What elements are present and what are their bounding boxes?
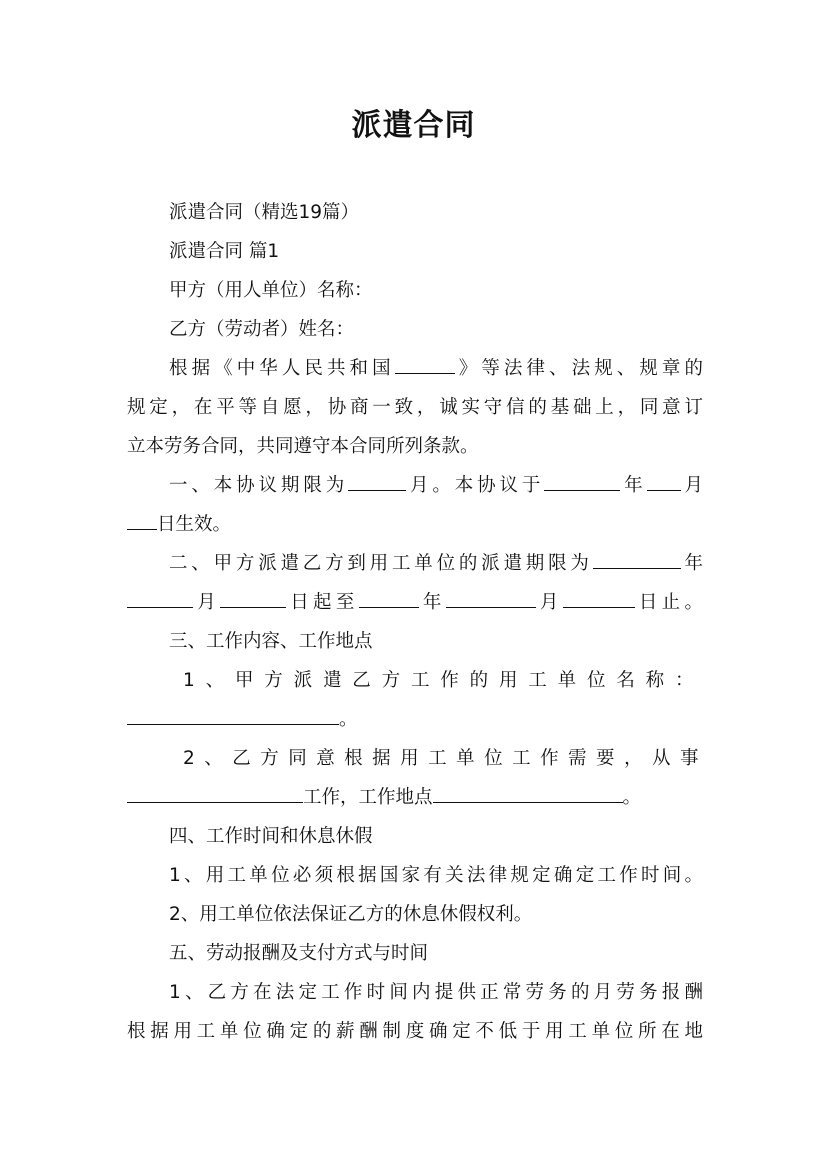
clause4-heading: 四、工作时间和休息休假 [169, 826, 373, 847]
dispatch-start-month-blank[interactable] [127, 583, 193, 608]
document-title: 派遣合同 [351, 108, 476, 143]
dispatch-end-year-blank[interactable] [359, 583, 419, 608]
party-a-line: 甲方（用人单位）名称： [169, 280, 373, 301]
dispatch-end-month-blank[interactable] [446, 583, 536, 608]
clause2-text-f: 月 [535, 592, 563, 613]
clause5-item1-line-1: 1、乙方在法定工作时间内提供正常劳务的月劳务报酬 [169, 982, 703, 1003]
clause3-heading: 三、工作内容、工作地点 [169, 631, 373, 652]
document-subtitle: 派遣合同（精选19篇） [169, 202, 360, 223]
clause1-line-2 [127, 505, 703, 544]
preamble-line-1 [127, 349, 703, 388]
clause3-item2-end: 。 [622, 787, 642, 808]
clause3-item1-line-2 [127, 700, 703, 739]
dispatch-end-day-blank[interactable] [563, 583, 635, 608]
clause2-text-a: 二、甲方派遣乙方到用工单位的派遣期限为 [169, 553, 593, 574]
clause2-text-g: 日止。 [634, 592, 703, 613]
clause4-item2: 2、用工单位依法保证乙方的休息休假权利。 [169, 904, 533, 925]
preamble-text-2: 》等法律、法规、规章的 [454, 358, 703, 379]
preamble-text-1: 根据《中华人民共和国 [169, 358, 395, 379]
clause2-text-d: 日起至 [286, 592, 359, 613]
dispatch-start-day-blank[interactable] [220, 583, 286, 608]
clause2-text-c: 月 [193, 592, 221, 613]
clause3-item2-line-1: 2、乙方同意根据用工单位工作需要，从事 [183, 748, 703, 769]
dispatch-start-year-blank[interactable] [593, 544, 681, 569]
clause1-text-e: 日生效。 [157, 514, 232, 535]
clause1-text-a: 一、本协议期限为 [169, 475, 349, 496]
clause1-line-1 [127, 466, 703, 505]
preamble-line-3: 立本劳务合同，共同遵守本合同所列条款。 [127, 436, 479, 457]
clause1-text-b: 月。本协议于 [406, 475, 545, 496]
section-heading: 派遣合同 篇1 [169, 241, 280, 262]
start-month-blank[interactable] [647, 466, 681, 491]
start-day-blank[interactable] [127, 505, 157, 530]
clause3-item1-line-1: 1、甲方派遣乙方工作的用工单位名称： [183, 670, 703, 691]
preamble-line-2: 规定，在平等自愿，协商一致，诚实守信的基础上，同意订 [127, 397, 703, 418]
clause5-heading: 五、劳动报酬及支付方式与时间 [169, 943, 429, 964]
clause5-item1-line-2: 根据用工单位确定的薪酬制度确定不低于用工单位所在地 [127, 1021, 703, 1042]
clause2-line-1 [127, 544, 703, 583]
term-months-blank[interactable] [348, 466, 406, 491]
clause1-text-d: 月 [680, 475, 703, 496]
clause3-item1-end: 。 [339, 709, 358, 730]
clause3-item2-text-b: 工作，工作地点 [303, 787, 433, 808]
clause2-text-e: 年 [418, 592, 446, 613]
law-name-blank[interactable] [395, 349, 455, 374]
clause2-text-b: 年 [680, 553, 703, 574]
document-body [127, 193, 703, 1051]
clause4-item1: 1、用工单位必须根据国家有关法律规定确定工作时间。 [169, 865, 703, 886]
clause2-line-2 [127, 583, 703, 622]
job-type-blank[interactable] [127, 778, 303, 803]
work-location-blank[interactable] [433, 778, 623, 803]
party-b-line: 乙方（劳动者）姓名： [169, 319, 355, 340]
clause3-item2-line-2 [127, 778, 703, 817]
employer-name-blank[interactable] [127, 700, 339, 725]
clause1-text-c: 年 [620, 475, 647, 496]
start-year-blank[interactable] [544, 466, 620, 491]
